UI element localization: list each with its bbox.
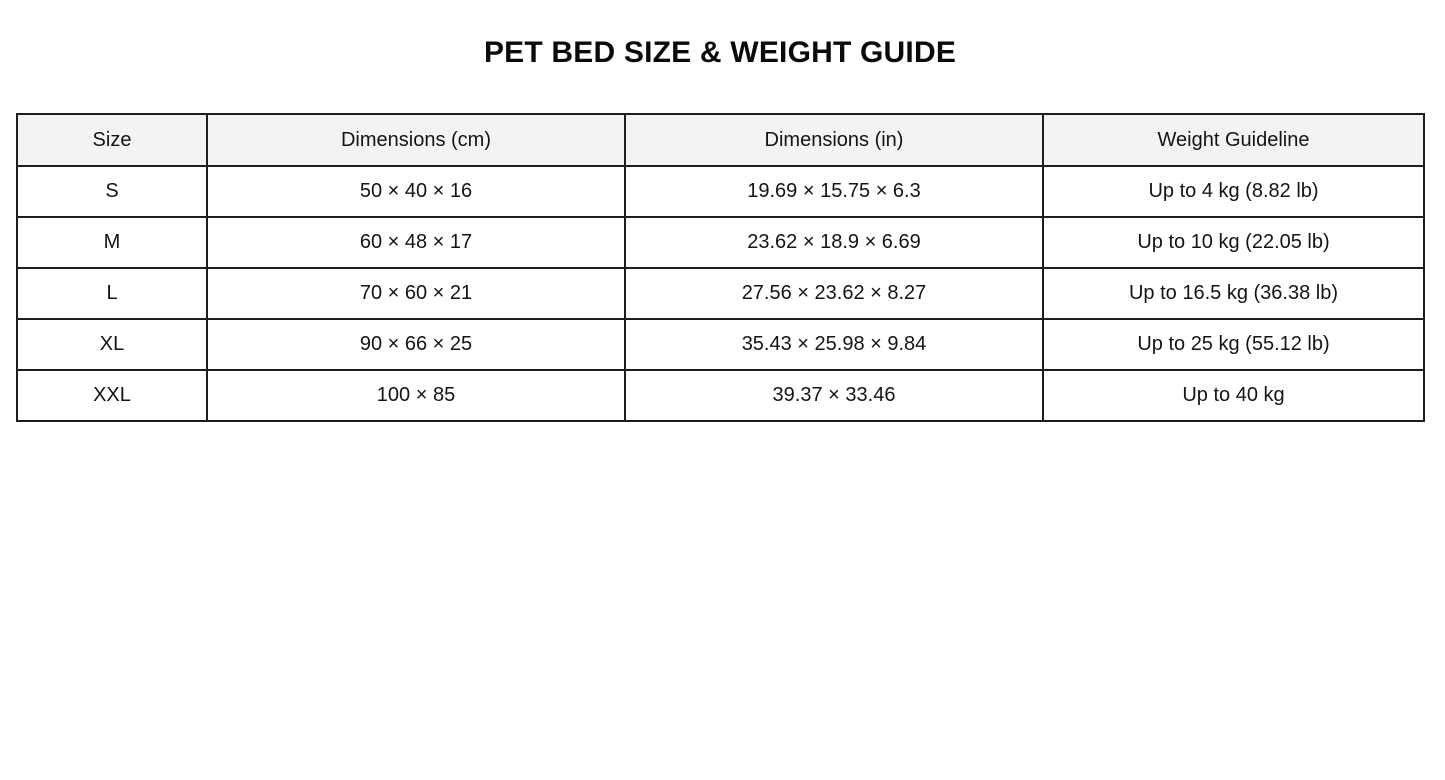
cell-dimensions-in: 39.37 × 33.46 bbox=[625, 370, 1043, 421]
cell-dimensions-cm: 60 × 48 × 17 bbox=[207, 217, 625, 268]
cell-weight-guideline: Up to 4 kg (8.82 lb) bbox=[1043, 166, 1424, 217]
cell-size: S bbox=[17, 166, 207, 217]
cell-weight-guideline: Up to 40 kg bbox=[1043, 370, 1424, 421]
table-row bbox=[17, 217, 1424, 268]
cell-weight-guideline: Up to 10 kg (22.05 lb) bbox=[1043, 217, 1424, 268]
cell-dimensions-cm: 70 × 60 × 21 bbox=[207, 268, 625, 319]
cell-dimensions-cm: 50 × 40 × 16 bbox=[207, 166, 625, 217]
table-row bbox=[17, 319, 1424, 370]
page-title: PET BED SIZE & WEIGHT GUIDE bbox=[483, 36, 957, 69]
cell-dimensions-in: 23.62 × 18.9 × 6.69 bbox=[625, 217, 1043, 268]
cell-dimensions-in: 35.43 × 25.98 × 9.84 bbox=[625, 319, 1043, 370]
cell-size: XL bbox=[17, 319, 207, 370]
size-guide-table bbox=[16, 113, 1425, 422]
column-header-dimensions-in: Dimensions (in) bbox=[625, 114, 1043, 166]
table-row bbox=[17, 166, 1424, 217]
header-row bbox=[17, 114, 1424, 166]
cell-size: XXL bbox=[17, 370, 207, 421]
cell-dimensions-cm: 90 × 66 × 25 bbox=[207, 319, 625, 370]
cell-dimensions-in: 19.69 × 15.75 × 6.3 bbox=[625, 166, 1043, 217]
table-row bbox=[17, 268, 1424, 319]
table-row bbox=[17, 370, 1424, 421]
cell-size: L bbox=[17, 268, 207, 319]
cell-dimensions-cm: 100 × 85 bbox=[207, 370, 625, 421]
cell-weight-guideline: Up to 16.5 kg (36.38 lb) bbox=[1043, 268, 1424, 319]
column-header-dimensions-cm: Dimensions (cm) bbox=[207, 114, 625, 166]
column-header-size: Size bbox=[17, 114, 207, 166]
table-header bbox=[17, 114, 1424, 166]
cell-dimensions-in: 27.56 × 23.62 × 8.27 bbox=[625, 268, 1043, 319]
cell-size: M bbox=[17, 217, 207, 268]
cell-weight-guideline: Up to 25 kg (55.12 lb) bbox=[1043, 319, 1424, 370]
column-header-weight-guideline: Weight Guideline bbox=[1043, 114, 1424, 166]
table-body bbox=[17, 166, 1424, 421]
